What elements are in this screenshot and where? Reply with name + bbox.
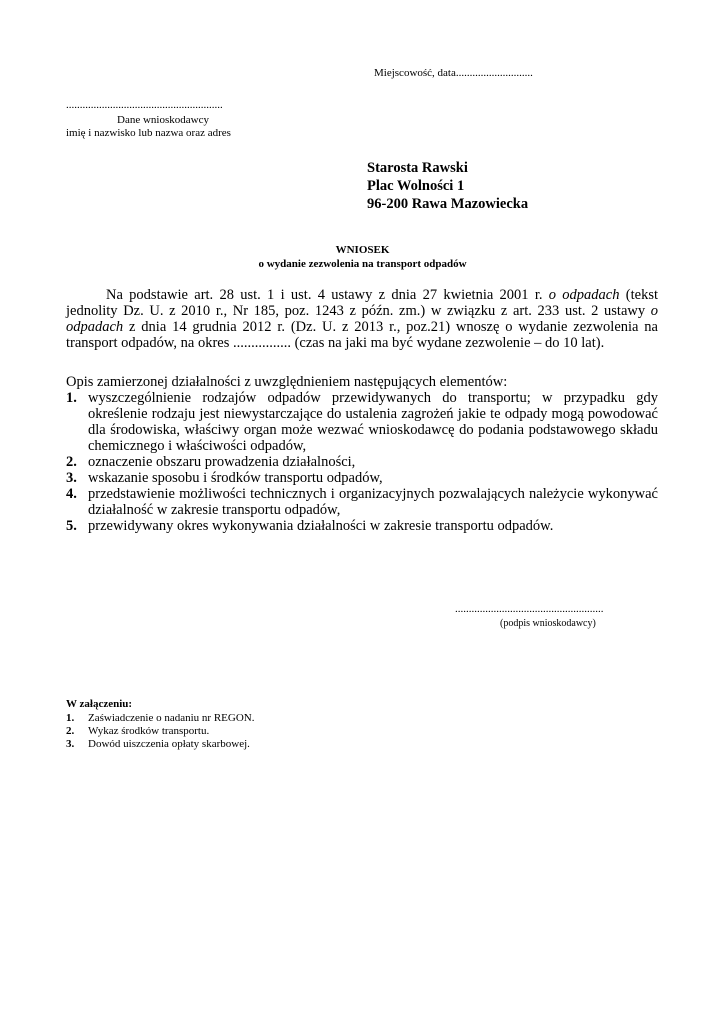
list-item-number: 4. xyxy=(66,486,77,502)
document-title: WNIOSEK xyxy=(335,244,390,256)
list-item-number: 3. xyxy=(66,470,77,486)
list-item xyxy=(66,486,658,518)
applicant-dots: ......................................................... xyxy=(66,99,223,111)
list-item-text: wskazanie sposobu i środków transportu odpadów, xyxy=(88,470,383,486)
list-item-number: 5. xyxy=(66,518,77,534)
list-item-number: 1. xyxy=(66,390,77,406)
list-item-text: wyszczególnienie rodzajów odpadów przewidywanych do transportu; w przypadku gdy określenie rodzaju jest niewystarczające do ustalenia zagrożeń jakie te odpady mogą powodować dla środowiska, właściwy organ może wezwać wnioskodawcę do podania podstawowego składu chemicznego i właściwości odpadów, xyxy=(88,390,658,454)
description-intro: Opis zamierzonej działalności z uwzględnieniem następujących elementów: xyxy=(66,374,508,390)
list-item-text: przedstawienie możliwości technicznych i organizacyjnych pozwalających należycie wykonywać działalność w zakresie transportu odpadów, xyxy=(88,486,658,518)
list-item xyxy=(66,470,658,486)
list-item-text: oznaczenie obszaru prowadzenia działalności, xyxy=(88,454,356,470)
attachment-number: 3. xyxy=(66,738,75,750)
list-item-number: 2. xyxy=(66,454,77,470)
paragraph-part: Na podstawie art. 28 ust. 1 i ust. 4 ustawy z dnia 27 kwietnia 2001 r. xyxy=(106,287,549,303)
list-item xyxy=(66,518,658,534)
attachments-heading: W załączeniu: xyxy=(66,698,133,710)
list-item-text: przewidywany okres wykonywania działalności w zakresie transportu odpadów. xyxy=(88,518,554,534)
recipient-city: 96-200 Rawa Mazowiecka xyxy=(367,196,529,212)
recipient-street: Plac Wolności 1 xyxy=(367,178,465,194)
attachment-item xyxy=(66,725,466,738)
applicant-label: Dane wnioskodawcy xyxy=(117,114,209,126)
recipient-block xyxy=(367,159,528,213)
signature-dots: ...................................................... xyxy=(455,603,604,615)
list-item xyxy=(66,390,658,454)
attachment-item xyxy=(66,712,466,725)
paragraph-part: (tekst jednolity Dz. U. z 2010 r., Nr 185, poz. 1243 z późn. zm.) w związku z art. 233 ust. 2 ustawy xyxy=(66,287,658,319)
applicant-sublabel: imię i nazwisko lub nazwa oraz adres xyxy=(66,127,231,139)
attachment-item xyxy=(66,738,466,751)
attachment-text: Wykaz środków transportu. xyxy=(88,725,210,737)
document-subtitle: o wydanie zezwolenia na transport odpadów xyxy=(258,258,467,270)
list-item xyxy=(66,454,658,470)
attachment-number: 2. xyxy=(66,725,75,737)
legal-basis-paragraph xyxy=(66,287,658,351)
recipient-name: Starosta Rawski xyxy=(367,160,468,176)
signature-label: (podpis wnioskodawcy) xyxy=(500,618,596,629)
attachments-list xyxy=(66,712,466,751)
paragraph-part: z dnia 14 grudnia 2012 r. (Dz. U. z 2013 r., poz.21) wnoszę o wydanie zezwolenia na transport odpadów, na okres ................ (czas na jaki ma być wydane zezwolenie – do 10 lat). xyxy=(66,319,658,351)
place-date-line: Miejscowość, data............................ xyxy=(374,67,533,79)
act-name: o odpadach xyxy=(548,287,620,303)
attachment-number: 1. xyxy=(66,712,75,724)
attachment-text: Zaświadczenie o nadaniu nr REGON. xyxy=(88,712,255,724)
act-name: o odpadach xyxy=(66,303,658,335)
attachment-text: Dowód uiszczenia opłaty skarbowej. xyxy=(88,738,250,750)
description-list xyxy=(66,390,658,534)
